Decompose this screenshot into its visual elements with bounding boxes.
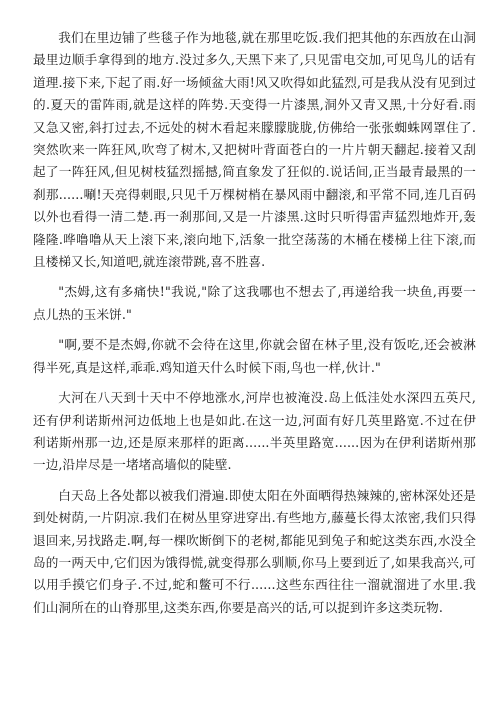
- paragraph: 白天岛上各处都以被我们滑遍.即使太阳在外面晒得热辣辣的,密林深处还是到处树荫,一片阴凉.我们在树丛里穿进穿出.有些地方,藤蔓长得太浓密,我们只得退回来,另找路走.啊,每一棵吹断倒下的老树,都能见到兔子和蛇这类东西,水没全岛的一两天中,它们因为饿得慌,就变得那么驯顺,你马上要到近了,如果我高兴,可以用手摸它们身子.不过,蛇和鳖可不行......这些东西往往一溜就溜进了水里.我们山洞所在的山脊那里,这类东西,你要是高兴的话,可以捉到许多这类玩物.: [33, 487, 476, 615]
- paragraph: 我们在里边铺了些毯子作为地毯,就在那里吃饭.我们把其他的东西放在山洞最里边顺手拿得到的地方.没过多久,天黑下来了,只见雷电交加,可见鸟儿的话有道理.接下来,下起了雨.好一场倾盆大雨!风又吹得如此猛烈,可是我从没有见到过的.夏天的雷阵雨,就是这样的阵势.天变得一片漆黑,洞外又青又黑,十分好看.雨又急又密,斜打过去,不远处的树木看起来朦朦胧胧,仿佛给一张张蜘蛛网罩住了.突然吹来一阵狂风,吹弯了树木,又把树叶背面苍白的一片片朝天翻起.接着又刮起了一阵狂风,但见树枝猛烈摇撼,简直象发了狂似的.说话间,正当最青最黑的一刹那......唰!天亮得刺眼,只见千万棵树梢在暴风雨中翻滚,和平常不同,连几百码以外也看得一清二楚.再一刹那间,又是一片漆黑.这时只听得雷声猛烈地炸开,轰隆隆.哗噜噜从天上滚下来,滚向地下,活象一批空荡荡的木桶在楼梯上往下滚,而且楼梯又长,知道吧,就连滚带跳,喜不胜喜.: [33, 30, 476, 270]
- paragraph: 大河在八天到十天中不停地涨水,河岸也被淹没.岛上低洼处水深四五英尺,还有伊利诺斯州河边低地上也是如此.在这一边,河面有好几英里路宽.不过在伊利诺斯州那一边,还是原来那样的距离......半英里路宽......因为在伊利诺斯州那一边,沿岸尽是一堵堵高墙似的陡壁.: [33, 390, 476, 473]
- paragraph: "啊,要不是杰姆,你就不会待在这里,你就会留在林子里,没有饭吃,还会被淋得半死,真是这样,乖乖.鸡知道天什么时候下雨,鸟也一样,伙计.": [33, 337, 476, 375]
- paragraph: "杰姆,这有多痛快!"我说,"除了这我哪也不想去了,再递给我一块鱼,再要一点儿热的玉米饼.": [33, 284, 476, 322]
